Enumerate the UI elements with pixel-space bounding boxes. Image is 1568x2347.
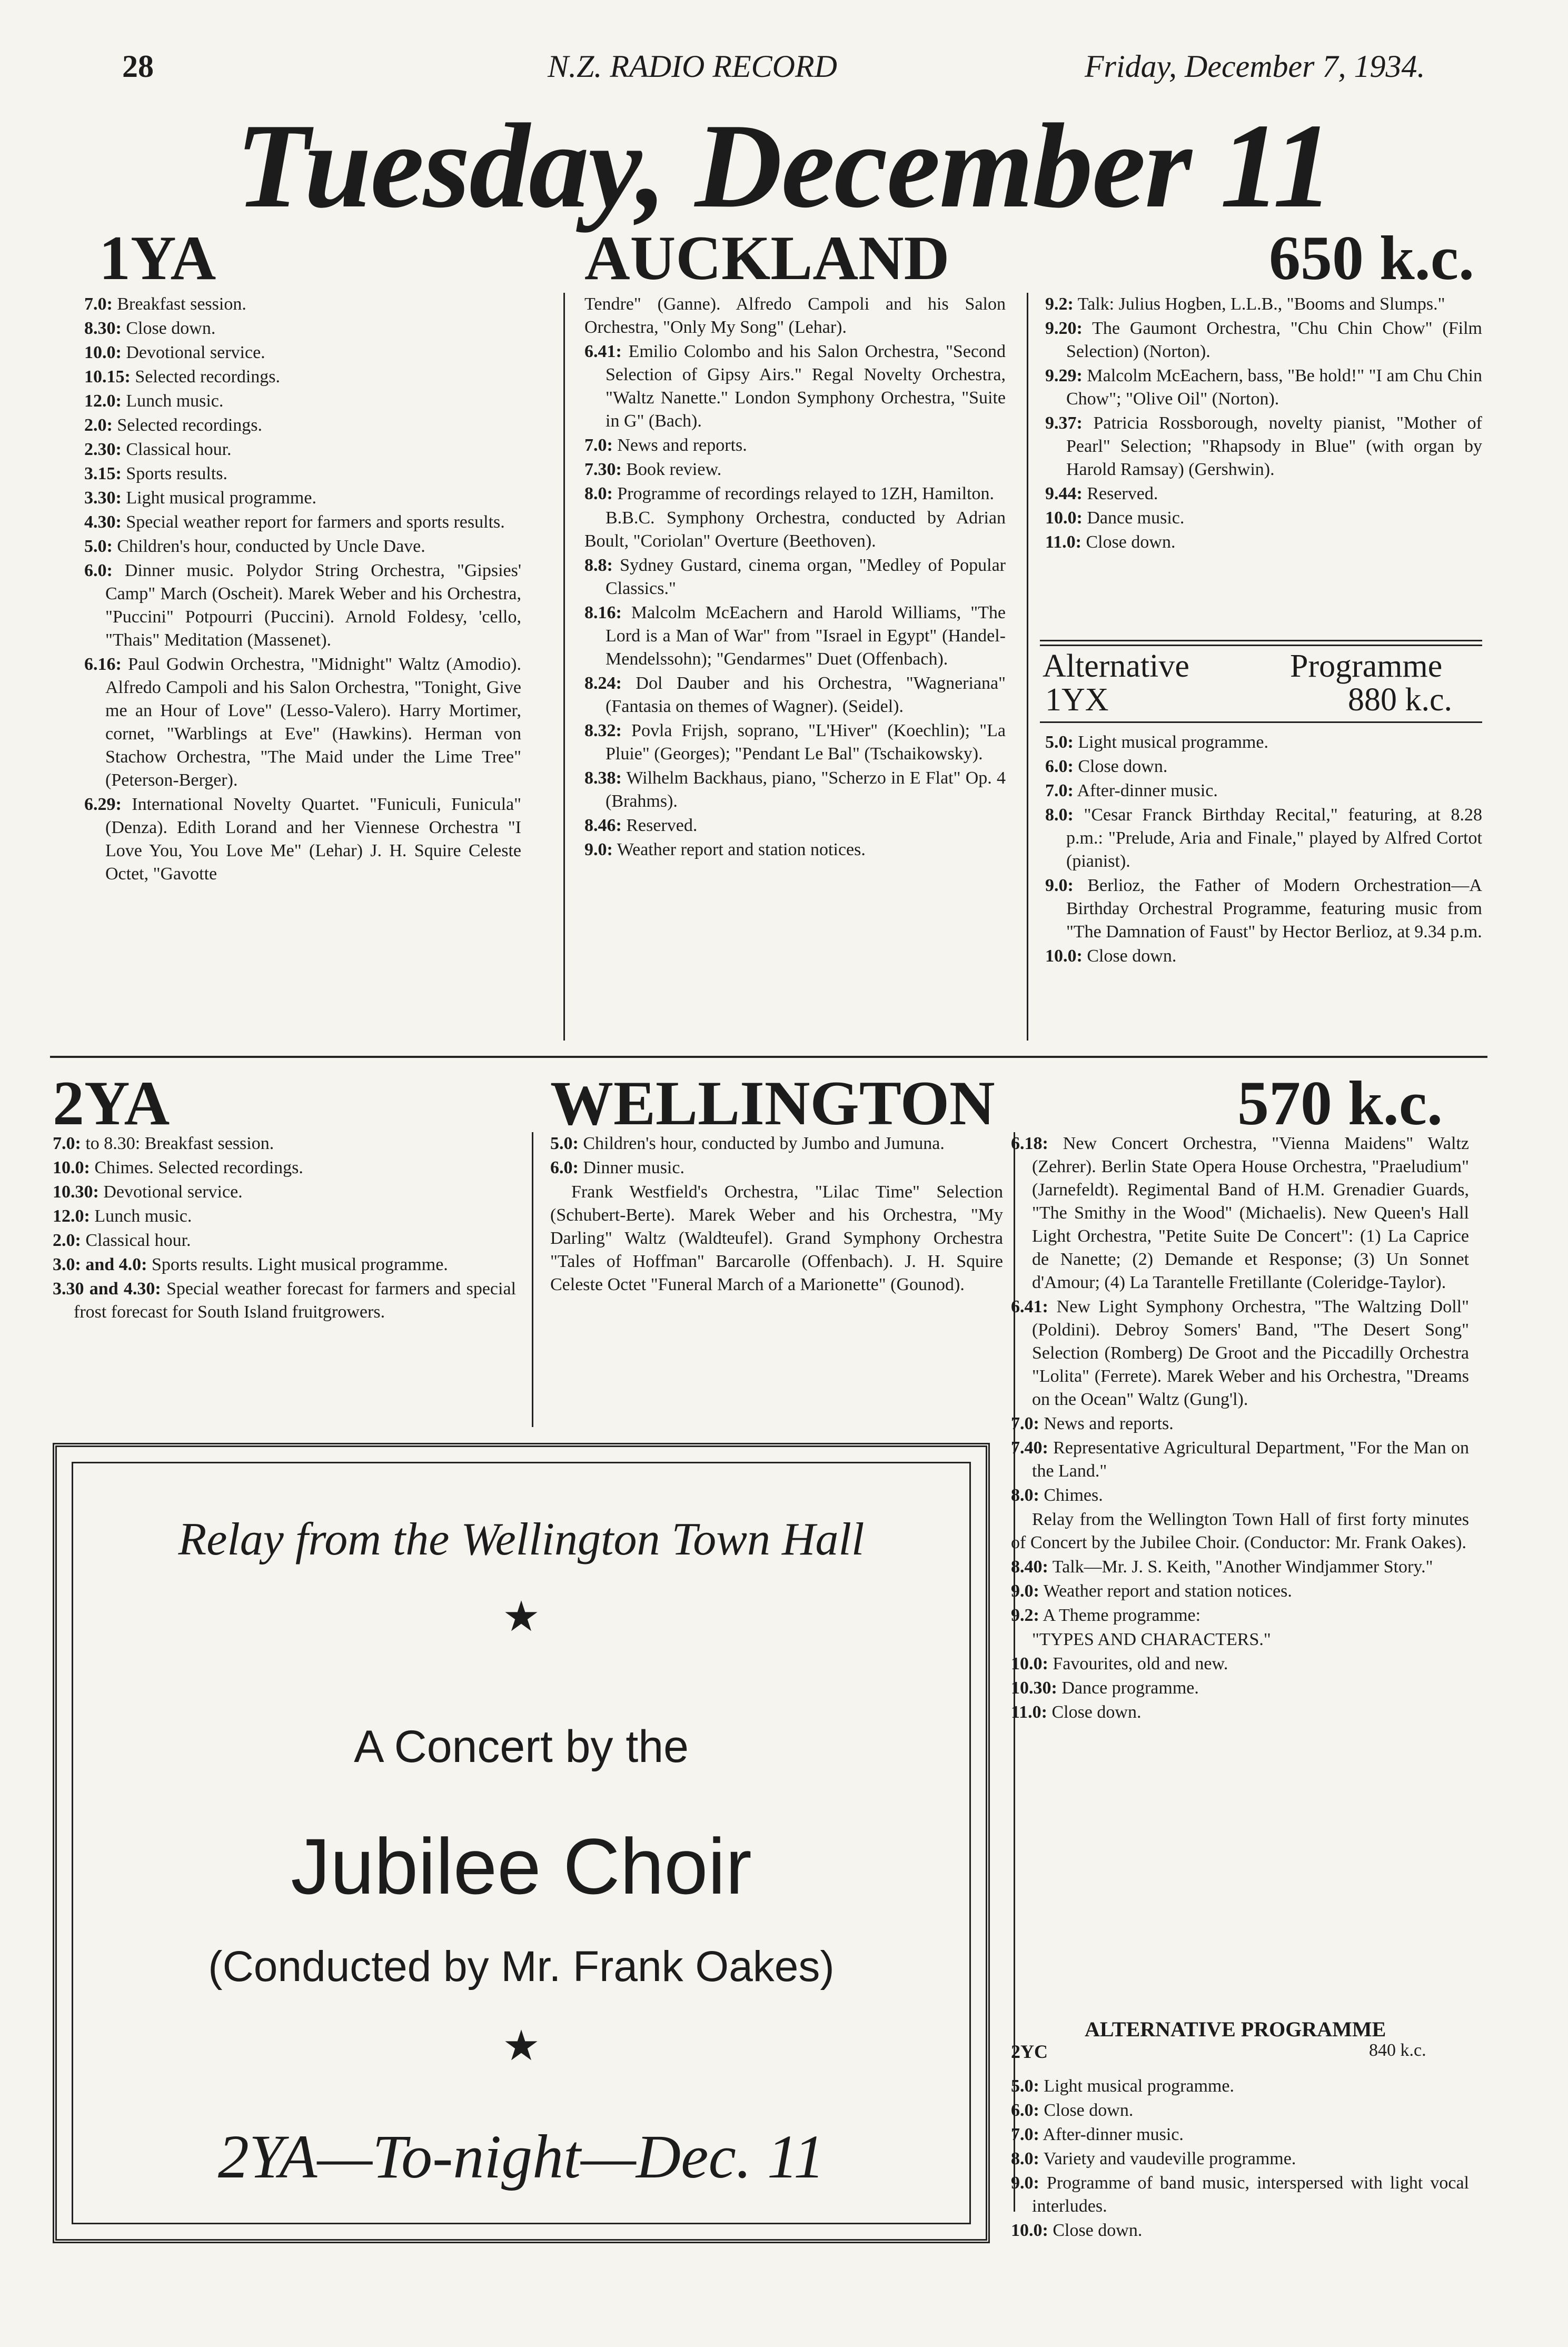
schedule-time: 5.0:	[1011, 2076, 1039, 2096]
schedule-description: Paul Godwin Orchestra, "Midnight" Waltz (Amodio). Alfredo Campoli and his Salon Orchestra, "Tonight, Give me an Hour of Love" (Lesso-Valero). Harry Mortimer, cornet, "Warblings at Eve" (Hawkins). Herman von Stachow Orchestra, "The Maid under the Lime Tree" (Peterson-Berger).	[105, 655, 521, 790]
schedule-description: Special weather forecast for farmers and special frost forecast for South Island fruitgrowers.	[74, 1279, 516, 1322]
schedule-time: 7.0:	[53, 1134, 81, 1153]
schedule-time: 9.0:	[584, 840, 613, 859]
schedule-time: 4.30:	[84, 512, 122, 532]
schedule-description: Sydney Gustard, cinema organ, "Medley of Popular Classics."	[606, 556, 1006, 598]
schedule-time: 8.0:	[1045, 805, 1074, 825]
schedule-entry	[1011, 2147, 1469, 2171]
schedule-time: 6.29:	[84, 795, 122, 814]
schedule-description: Wilhelm Backhaus, piano, "Scherzo in E Flat" Op. 4 (Brahms).	[606, 768, 1006, 811]
schedule-entry	[1011, 1701, 1469, 1724]
schedule-entry	[550, 1181, 1003, 1296]
schedule-description: New Light Symphony Orchestra, "The Waltzing Doll" (Poldini). Debroy Somers' Band, "The Desert Song" Selection (Romberg) De Groot and the Piccadilly Orchestra "Lolita" (Ferrete). Marek Weber and his Orchestra, "Dreams on the Ocean" Waltz (Gung'l).	[1032, 1297, 1469, 1409]
schedule-entry	[1045, 531, 1482, 554]
schedule-time: 3.15:	[84, 464, 122, 483]
schedule-time: 10.0:	[53, 1158, 90, 1177]
schedule-entry	[584, 814, 1006, 837]
schedule-time: 6.0:	[84, 561, 113, 580]
schedule-entry	[1011, 2219, 1469, 2242]
schedule-time: 6.41:	[1011, 1297, 1048, 1316]
schedule-time: 10.0:	[1045, 946, 1083, 966]
publication-name: N.Z. RADIO RECORD	[548, 49, 837, 84]
schedule-entry	[584, 482, 1006, 506]
schedule-description: Dance programme.	[1057, 1678, 1199, 1698]
jubilee-choir-advert	[53, 1443, 990, 2243]
schedule-description: Weather report and station notices.	[1039, 1581, 1292, 1601]
schedule-description: Relay from the Wellington Town Hall of first forty minutes of Concert by the Jubilee Choir. (Conductor: Mr. Frank Oakes).	[1011, 1510, 1469, 1552]
alt-1yx-programme: Programme	[1290, 648, 1443, 684]
schedule-description: News and reports.	[612, 435, 747, 455]
schedule-description: New Concert Orchestra, "Vienna Maidens" Waltz (Zehrer). Berlin State Opera House Orchestra, "Praeludium" (Jarnefeldt). Regimental Band of H.M. Grenadier Guards, "The Smithy in the Wood" (Michaelis). New Queen's Hall Light Orchestra, "Petite Suite De Concert": (1) La Caprice de Nanette; (2) Demande et Response; (3) Un Sonnet d'Amour; (4) La Tarantelle Fretillante (Coleridge-Taylor).	[1032, 1134, 1469, 1292]
wellington-city: WELLINGTON	[550, 1068, 995, 1138]
schedule-description: Close down.	[1047, 1702, 1142, 1722]
auckland-frequency: 650 k.c.	[1269, 223, 1474, 293]
schedule-description: Programme of recordings relayed to 1ZH, Hamilton.	[612, 484, 995, 503]
schedule-time: 6.16:	[84, 655, 122, 674]
wellington-column-1	[53, 1132, 516, 1325]
schedule-entry	[584, 507, 1006, 553]
issue-date: Friday, December 7, 1934.	[1085, 49, 1425, 84]
schedule-description: Malcolm McEachern and Harold Williams, "The Lord is a Man of War" from "Israel in Egypt" (Handel-Mendelssohn); "Gendarmes" Duet (Offenbach).	[606, 603, 1006, 669]
schedule-entry	[584, 601, 1006, 671]
schedule-description: Breakfast session.	[112, 294, 246, 314]
schedule-description: Children's hour, conducted by Jumbo and Jumuna.	[578, 1134, 945, 1153]
divider	[1040, 721, 1482, 723]
auckland-column-1	[84, 293, 521, 887]
divider	[1040, 640, 1482, 641]
schedule-entry	[53, 1278, 516, 1324]
section-divider	[50, 1056, 1487, 1058]
schedule-description: Light musical programme.	[1039, 2076, 1234, 2096]
schedule-time: 7.0:	[584, 435, 613, 455]
schedule-description: Talk—Mr. J. S. Keith, "Another Windjammer Story."	[1048, 1557, 1433, 1577]
schedule-time: 10.0:	[1045, 508, 1083, 528]
schedule-entry	[1045, 874, 1482, 944]
schedule-time: 8.40:	[1011, 1557, 1048, 1577]
schedule-entry	[1011, 1604, 1469, 1627]
column-divider	[563, 293, 565, 1041]
schedule-description: International Novelty Quartet. "Funiculi, Funicula" (Denza). Edith Lorand and her Viennese Orchestra "I Love You, You Love Me" (Lehar) J. H. Squire Celeste Octet, "Gavotte	[105, 795, 521, 884]
schedule-description: Povla Frijsh, soprano, "L'Hiver" (Koechlin); "La Pluie" (Georges); "Pendant Le Bal" (Tschaikowsky).	[606, 721, 1006, 764]
schedule-time: 3.30 and 4.30:	[53, 1279, 161, 1299]
alt-1yx-schedule	[1045, 731, 1482, 969]
schedule-time: 8.32:	[584, 721, 622, 740]
wellington-column-2	[550, 1132, 1003, 1298]
schedule-time: 7.0:	[1011, 2125, 1039, 2144]
schedule-description: Book review.	[621, 460, 722, 479]
advert-choir-name: Jubilee Choir	[291, 1822, 752, 1910]
advert-date-line: 2YA—To-night—Dec. 11	[217, 2122, 825, 2191]
schedule-entry	[1011, 1580, 1469, 1603]
schedule-entry	[84, 462, 521, 486]
schedule-time: 5.0:	[550, 1134, 579, 1153]
schedule-time: 6.18:	[1011, 1134, 1048, 1153]
schedule-entry	[1045, 755, 1482, 778]
schedule-entry	[1045, 779, 1482, 803]
wellington-frequency: 570 k.c.	[1237, 1068, 1443, 1138]
auckland-city: AUCKLAND	[584, 223, 950, 293]
schedule-time: 8.0:	[584, 484, 613, 503]
schedule-entry	[584, 838, 1006, 861]
schedule-time: 9.0:	[1011, 2173, 1039, 2193]
schedule-time: 7.0:	[1045, 781, 1074, 800]
schedule-description: Reserved.	[621, 816, 698, 835]
schedule-description: B.B.C. Symphony Orchestra, conducted by Adrian Boult, "Coriolan" Overture (Beethoven).	[584, 508, 1006, 551]
schedule-description: Close down.	[1082, 946, 1177, 966]
schedule-description: Berlioz, the Father of Modern Orchestration—A Birthday Orchestral Programme, featuring music from "The Damnation of Faust" by Hector Berlioz, at 9.34 p.m.	[1066, 876, 1482, 942]
auckland-column-3	[1045, 293, 1482, 555]
schedule-entry	[84, 511, 521, 534]
schedule-entry	[584, 554, 1006, 600]
schedule-description: Representative Agricultural Department, "For the Man on the Land."	[1032, 1438, 1469, 1481]
schedule-time: 9.20:	[1045, 319, 1083, 338]
schedule-description: Dinner music.	[578, 1158, 684, 1177]
schedule-time: 10.30:	[53, 1182, 99, 1202]
auckland-call-sign: 1YA	[99, 223, 216, 293]
schedule-time: 8.38:	[584, 768, 622, 788]
schedule-entry	[84, 487, 521, 510]
schedule-description: After-dinner music.	[1073, 781, 1218, 800]
schedule-description: Close down.	[1081, 532, 1176, 552]
alt-1yx-call-sign: 1YX	[1045, 682, 1109, 718]
schedule-description: Sports results. Light musical programme.	[147, 1255, 448, 1274]
schedule-entry	[1011, 2172, 1469, 2218]
schedule-time: 8.30:	[84, 319, 122, 338]
schedule-description: Lunch music.	[121, 391, 224, 411]
schedule-time: 8.0:	[1011, 1486, 1039, 1505]
schedule-entry	[1011, 1628, 1469, 1651]
schedule-time: 6.41:	[584, 342, 622, 361]
schedule-time: 9.0:	[1011, 1581, 1039, 1601]
schedule-time: 7.0:	[84, 294, 113, 314]
schedule-description: Weather report and station notices.	[612, 840, 866, 859]
schedule-description: Lunch music.	[90, 1206, 192, 1226]
page-number: 28	[122, 49, 154, 84]
schedule-entry	[1011, 1677, 1469, 1700]
schedule-time: 8.16:	[584, 603, 622, 622]
schedule-time: 12.0:	[84, 391, 122, 411]
schedule-entry	[1045, 482, 1482, 506]
schedule-entry	[1011, 1556, 1469, 1579]
alt-1yx-label: Alternative	[1043, 648, 1189, 684]
schedule-description: Devotional service.	[121, 343, 265, 362]
schedule-entry	[84, 390, 521, 413]
schedule-time: 8.8:	[584, 556, 613, 575]
schedule-description: Patricia Rossborough, novelty pianist, "Mother of Pearl" Selection; "Rhapsody in Blue" (with organ by Harold Ramsay) (Gershwin).	[1066, 413, 1482, 479]
schedule-entry	[1011, 1652, 1469, 1676]
schedule-description: Close down.	[1073, 757, 1168, 776]
advert-conductor-line: (Conducted by Mr. Frank Oakes)	[208, 1943, 835, 1991]
schedule-description: Close down.	[1048, 2221, 1143, 2240]
wellington-call-sign: 2YA	[53, 1068, 170, 1138]
divider	[1040, 645, 1482, 646]
schedule-entry	[584, 458, 1006, 481]
schedule-time: 7.0:	[1011, 1414, 1039, 1433]
schedule-time: 8.46:	[584, 816, 622, 835]
schedule-entry	[1045, 731, 1482, 754]
schedule-entry	[1045, 945, 1482, 968]
schedule-time: 9.2:	[1011, 1606, 1039, 1625]
schedule-description: to 8.30: Breakfast session.	[81, 1134, 274, 1153]
schedule-entry	[84, 793, 521, 886]
schedule-description: Chimes. Selected recordings.	[90, 1158, 303, 1177]
schedule-entry	[1011, 2099, 1469, 2122]
schedule-time: 8.24:	[584, 674, 622, 693]
alt-2yc-call-sign: 2YC	[1011, 2041, 1048, 2062]
star-icon: ★	[502, 1594, 540, 1640]
schedule-description: Programme of band music, interspersed with light vocal interludes.	[1032, 2173, 1469, 2216]
schedule-time: 12.0:	[53, 1206, 90, 1226]
schedule-time: 6.0:	[1011, 2101, 1039, 2120]
schedule-time: 9.37:	[1045, 413, 1083, 433]
schedule-description: "Cesar Franck Birthday Recital," featuring, at 8.28 p.m.: "Prelude, Aria and Finale," played by Alfred Cortot (pianist).	[1066, 805, 1482, 871]
schedule-entry	[84, 653, 521, 792]
schedule-description: Variety and vaudeville programme.	[1039, 2149, 1296, 2168]
schedule-description: Malcolm McEachern, bass, "Be hold!" "I am Chu Chin Chow"; "Olive Oil" (Norton).	[1066, 366, 1482, 409]
schedule-description: Emilio Colombo and his Salon Orchestra, "Second Selection of Gipsy Airs." Regal Novelty Orchestra, "Waltz Nanette." London Symphony Orchestra, "Suite in G" (Bach).	[606, 342, 1006, 431]
schedule-entry	[1011, 1508, 1469, 1554]
schedule-entry	[1045, 317, 1482, 363]
schedule-description: Dol Dauber and his Orchestra, "Wagneriana" (Fantasia on themes of Wagner). (Seidel).	[606, 674, 1006, 716]
schedule-entry	[584, 434, 1006, 457]
alt-1yx-frequency: 880 k.c.	[1348, 682, 1453, 718]
schedule-description: Close down.	[1039, 2101, 1134, 2120]
schedule-entry	[53, 1205, 516, 1228]
alt-2yc-frequency: 840 k.c.	[1369, 2041, 1426, 2060]
schedule-description: Sports results.	[121, 464, 228, 483]
schedule-description: Selected recordings.	[112, 415, 262, 435]
schedule-description: Close down.	[121, 319, 216, 338]
schedule-entry	[584, 340, 1006, 433]
schedule-entry	[53, 1181, 516, 1204]
schedule-time: 6.0:	[550, 1158, 579, 1177]
schedule-entry	[1045, 507, 1482, 530]
alt-2yc-heading: ALTERNATIVE PROGRAMME	[1085, 2017, 1386, 2041]
schedule-description: Devotional service.	[98, 1182, 243, 1202]
wellington-column-3	[1011, 1132, 1469, 1725]
schedule-entry	[1011, 1412, 1469, 1435]
schedule-description: News and reports.	[1039, 1414, 1174, 1433]
schedule-time: 5.0:	[84, 537, 113, 556]
schedule-entry	[1011, 1484, 1469, 1507]
schedule-entry	[1011, 2123, 1469, 2146]
schedule-entry	[584, 719, 1006, 766]
schedule-entry	[84, 317, 521, 340]
schedule-description: Classical hour.	[121, 440, 232, 459]
schedule-description: Light musical programme.	[1073, 732, 1268, 752]
page-title: Tuesday, December 11	[235, 98, 1333, 233]
schedule-entry	[84, 293, 521, 316]
schedule-description: Selected recordings.	[130, 367, 280, 387]
schedule-description: Talk: Julius Hogben, L.L.B., "Booms and Slumps."	[1073, 294, 1445, 314]
schedule-entry	[1011, 1295, 1469, 1411]
schedule-time: 3.0: and 4.0:	[53, 1255, 147, 1274]
schedule-entry	[84, 559, 521, 652]
schedule-description: Dance music.	[1082, 508, 1185, 528]
schedule-description: Favourites, old and new.	[1048, 1654, 1228, 1673]
schedule-time: 11.0:	[1045, 532, 1081, 552]
schedule-time: 7.40:	[1011, 1438, 1048, 1458]
schedule-entry	[84, 365, 521, 389]
schedule-time: 9.44:	[1045, 484, 1083, 503]
schedule-description: After-dinner music.	[1039, 2125, 1184, 2144]
column-divider	[532, 1132, 533, 1427]
schedule-time: 2.30:	[84, 440, 122, 459]
star-icon: ★	[502, 2023, 540, 2069]
schedule-time: 10.15:	[84, 367, 131, 387]
schedule-description: Special weather report for farmers and sports results.	[121, 512, 505, 532]
schedule-description: The Gaumont Orchestra, "Chu Chin Chow" (Film Selection) (Norton).	[1066, 319, 1482, 361]
schedule-time: 10.0:	[1011, 1654, 1048, 1673]
schedule-entry	[53, 1132, 516, 1155]
schedule-entry	[1045, 412, 1482, 481]
schedule-time: 10.30:	[1011, 1678, 1057, 1698]
schedule-time: 8.0:	[1011, 2149, 1039, 2168]
schedule-entry	[84, 438, 521, 461]
schedule-time: 9.29:	[1045, 366, 1083, 385]
schedule-entry	[84, 414, 521, 437]
schedule-time: 9.0:	[1045, 876, 1074, 895]
schedule-description: Reserved.	[1082, 484, 1158, 503]
schedule-time: 10.0:	[84, 343, 122, 362]
schedule-time: 2.0:	[53, 1231, 81, 1250]
schedule-description: Chimes.	[1039, 1486, 1103, 1505]
schedule-entry	[1045, 364, 1482, 411]
schedule-description: A Theme programme:	[1039, 1606, 1201, 1625]
schedule-entry	[584, 672, 1006, 718]
schedule-entry	[1045, 804, 1482, 873]
schedule-entry	[53, 1229, 516, 1252]
schedule-entry	[550, 1132, 1003, 1155]
schedule-description: "TYPES AND CHARACTERS."	[1032, 1630, 1271, 1649]
schedule-time: 5.0:	[1045, 732, 1074, 752]
schedule-entry	[53, 1156, 516, 1180]
schedule-description: Light musical programme.	[121, 488, 316, 508]
advert-concert-line: A Concert by the	[354, 1721, 689, 1772]
schedule-description: Tendre" (Ganne). Alfredo Campoli and his Salon Orchestra, "Only My Song" (Lehar).	[584, 294, 1006, 337]
schedule-time: 10.0:	[1011, 2221, 1048, 2240]
schedule-entry	[84, 341, 521, 364]
schedule-description: Frank Westfield's Orchestra, "Lilac Time" Selection (Schubert-Berte). Marek Weber and his Orchestra, "My Darling" Waltz (Waldteufel). Grand Symphony Orchestra "Tales of Hoffman" Barcarolle (Offenbach). J. H. Squire Celeste Octet "Funeral March of a Marionette" (Gounod).	[550, 1182, 1003, 1294]
schedule-time: 6.0:	[1045, 757, 1074, 776]
schedule-entry	[84, 535, 521, 558]
schedule-time: 11.0:	[1011, 1702, 1047, 1722]
schedule-entry	[1045, 293, 1482, 316]
schedule-description: Classical hour.	[81, 1231, 191, 1250]
schedule-entry	[53, 1253, 516, 1276]
schedule-description: Dinner music. Polydor String Orchestra, "Gipsies' Camp" March (Oscheit). Marek Weber and his Orchestra, "Puccini" Potpourri (Puccini). Arnold Foldesy, 'cello, "Thais" Meditation (Massenet).	[105, 561, 521, 650]
schedule-entry	[584, 293, 1006, 339]
alt-2yc-schedule	[1011, 2075, 1469, 2243]
schedule-entry	[584, 767, 1006, 813]
schedule-time: 7.30:	[584, 460, 622, 479]
schedule-time: 2.0:	[84, 415, 113, 435]
schedule-entry	[1011, 1132, 1469, 1294]
auckland-column-2	[584, 293, 1006, 863]
advert-relay-line: Relay from the Wellington Town Hall	[178, 1514, 865, 1565]
schedule-time: 3.30:	[84, 488, 122, 508]
schedule-description: Children's hour, conducted by Uncle Dave.	[112, 537, 425, 556]
schedule-time: 9.2:	[1045, 294, 1074, 314]
schedule-entry	[550, 1156, 1003, 1180]
column-divider	[1027, 293, 1028, 1041]
schedule-entry	[1011, 2075, 1469, 2098]
schedule-entry	[1011, 1437, 1469, 1483]
